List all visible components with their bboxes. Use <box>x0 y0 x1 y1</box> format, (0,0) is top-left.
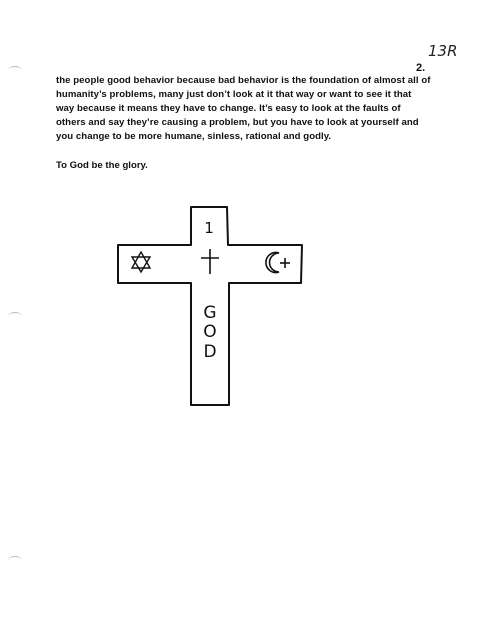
paragraph-line: others and say they’re causing a problem, but you have to look at yourself and <box>56 117 419 128</box>
paragraph-line: humanity’s problems, many just don’t look at it that way or want to see it that <box>56 89 412 100</box>
closing-line: To God be the glory. <box>56 160 148 171</box>
vertical-letter: O <box>203 322 217 342</box>
vertical-letter: D <box>203 342 217 362</box>
crescent-star-icon <box>266 253 290 273</box>
handwritten-page-annotation: 13R <box>428 42 458 60</box>
page-number: 2. <box>416 62 426 74</box>
paragraph-line: way because it means they have to change. It’s easy to look at the faults of <box>56 103 401 114</box>
paragraph-line: you change to be more humane, sinless, rational and godly. <box>56 131 332 142</box>
paragraph-line: the people good behavior because bad behavior is the foundation of almost all of <box>56 75 431 86</box>
star-of-david-icon <box>132 252 150 272</box>
cross-icon <box>201 249 219 274</box>
cross-top-label: 1 <box>204 219 214 237</box>
vertical-letter: G <box>203 303 217 323</box>
